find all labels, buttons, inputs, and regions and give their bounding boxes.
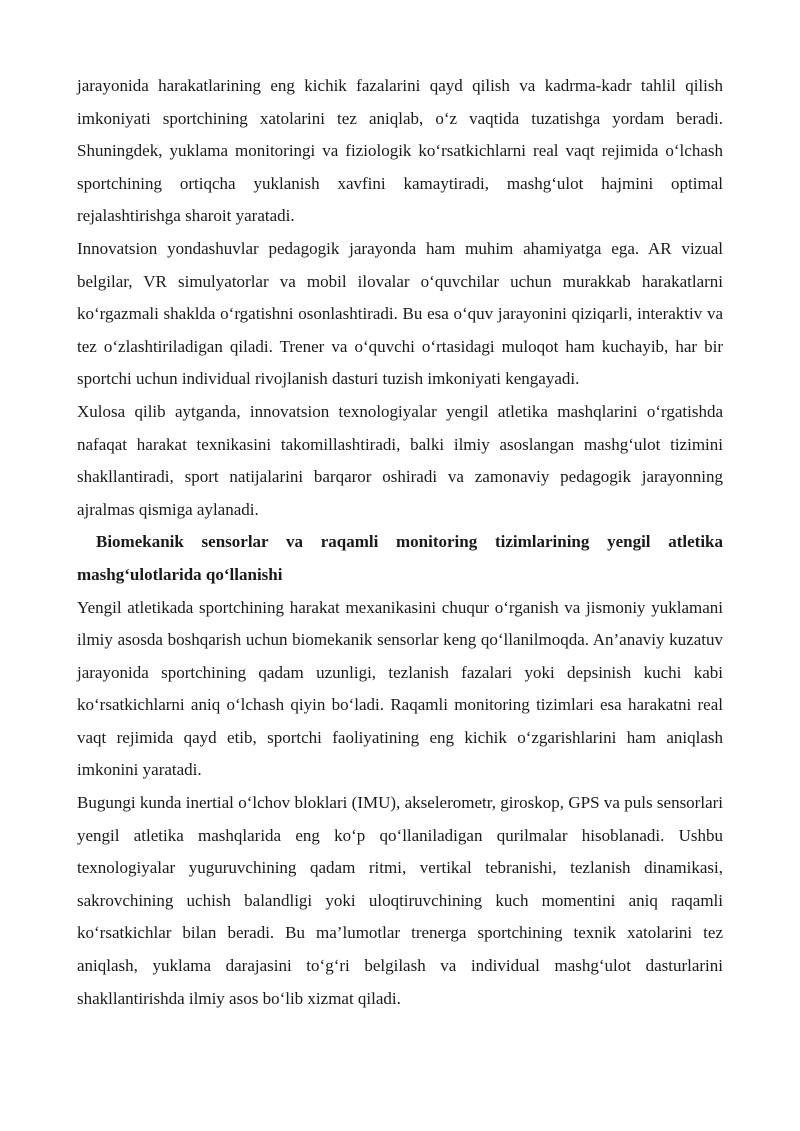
paragraph: jarayonida harakatlarining eng kichik fazalarini qayd qilish va kadrma-kadr tahlil qilish imkoniyati sportchining xatolarini tez aniqlab, o‘z vaqtida tuzatishga yordam beradi. Shuningdek, yuklama monitoringi va fiziologik ko‘rsatkichlarni real vaqt rejimida o‘lchash sportchining ortiqcha yuklanish xavfini kamaytiradi, mashg‘ulot hajmini optimal rejalashtirishga sharoit yaratadi.	[77, 76, 723, 226]
document-page	[77, 70, 723, 1015]
paragraph: Xulosa qilib aytganda, innovatsion texnologiyalar yengil atletika mashqlarini o‘rgatishda nafaqat harakat texnikasini takomillashtiradi, balki ilmiy asoslangan mashg‘ulot tizimini shakllantiradi, sport natijalarini barqaror oshiradi va zamonaviy pedagogik jarayonning ajralmas qismiga aylanadi.	[77, 401, 723, 519]
paragraph: Innovatsion yondashuvlar pedagogik jarayonda ham muhim ahamiyatga ega. AR vizual belgilar, VR simulyatorlar va mobil ilovalar o‘quvchilar uchun murakkab harakatlarni ko‘rgazmali shaklda o‘rgatishni osonlashtiradi. Bu esa o‘quv jarayonini qiziqarli, interaktiv va tez o‘zlashtiriladigan qiladi. Trener va o‘quvchi o‘rtasidagi muloqot ham kuchayib, har bir sportchi uchun individual rivojlanish dasturi tuzish imkoniyati kengayadi.	[77, 238, 723, 389]
section-heading: Biomekanik sensorlar va raqamli monitoring tizimlarining yengil atletika mashg‘ulotlarida qo‘llanishi	[77, 532, 723, 584]
paragraph: Yengil atletikada sportchining harakat mexanikasini chuqur o‘rganish va jismoniy yuklamani ilmiy asosda boshqarish uchun biomekanik sensorlar keng qo‘llanilmoqda. An’anaviy kuzatuv jarayonida sportchining qadam uzunligi, tezlanish fazalari yoki depsinish kuchi kabi ko‘rsatkichlarni aniq o‘lchash qiyin bo‘ladi. Raqamli monitoring tizimlari esa harakatni real vaqt rejimida qayd etib, sportchi faoliyatining eng kichik o‘zgarishlarini ham aniqlash imkonini yaratadi.	[77, 597, 723, 780]
paragraph: Bugungi kunda inertial o‘lchov bloklari (IMU), akselerometr, giroskop, GPS va puls sensorlari yengil atletika mashqlarida eng ko‘p qo‘llaniladigan qurilmalar hisoblanadi. Ushbu texnologiyalar yuguruvchining qadam ritmi, vertikal tebranishi, tezlanish dinamikasi, sakrovchining uchish balandligi yoki uloqtiruvchining kuch momentini aniq raqamli ko‘rsatkichlar bilan beradi. Bu ma’lumotlar trenerga sportchining texnik xatolarini tez aniqlash, yuklama darajasini to‘g‘ri belgilash va individual mashg‘ulot dasturlarini shakllantirishda ilmiy asos bo‘lib xizmat qiladi.	[77, 793, 723, 1008]
